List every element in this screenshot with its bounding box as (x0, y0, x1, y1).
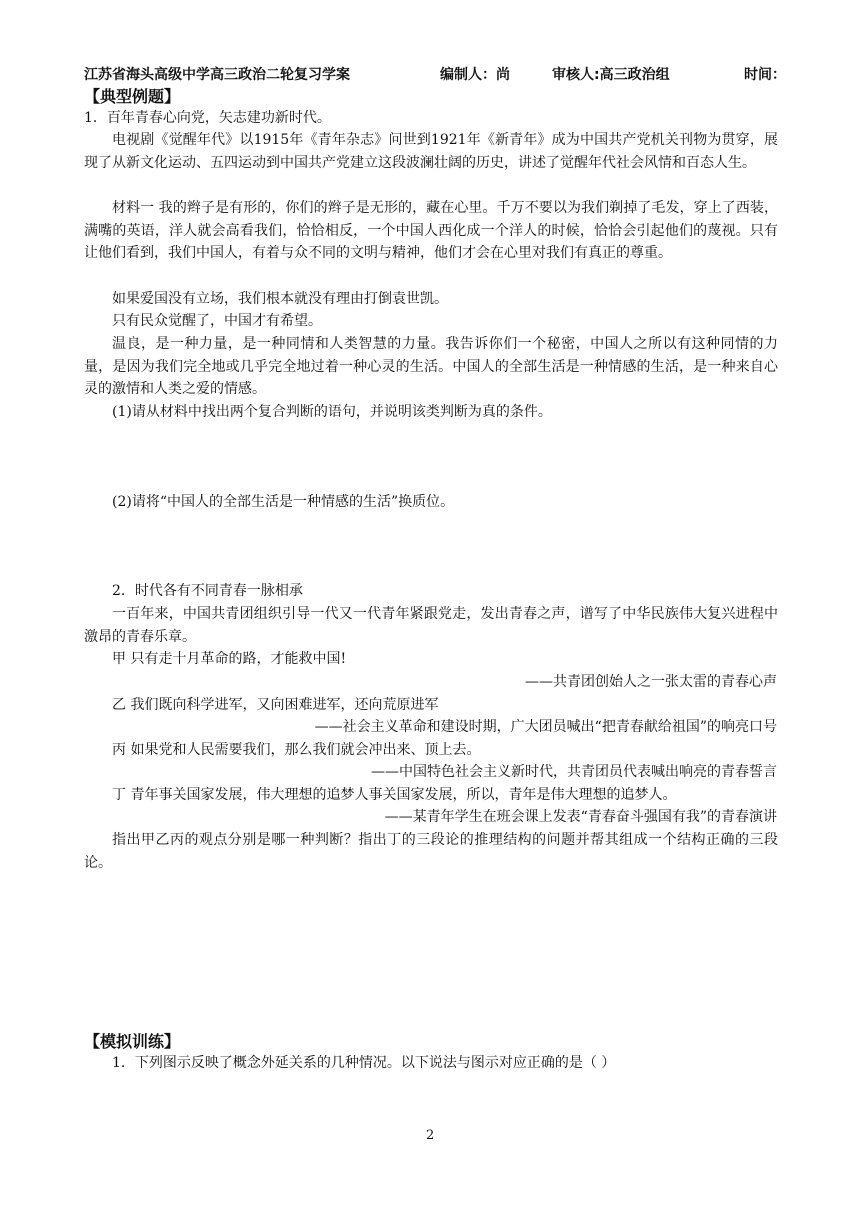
q2-bing: 丙 如果党和人民需要我们，那么我们就会冲出来、顶上去。 (112, 742, 481, 758)
q1-line3: 只有民众觉醒了，中国才有希望。 (112, 313, 322, 329)
q1-material: 材料一 我的辫子是有形的，你们的辫子是无形的，藏在心里。千万不要以为我们剃掉了毛发，穿上了西装，满嘴的英语，洋人就会高看我们，恰恰相反，一个中国人西化成一个洋人的时候，恰恰会引起他们的蔑视。只有让他们看到，我们中国人，有着与众不同的文明与精神，他们才会在心里对我们有真正的尊重。 (84, 200, 778, 261)
header-editor: 编制人：尚 (440, 67, 510, 83)
practice-q1: 1．下列图示反映了概念外延关系的几种情况。以下说法与图示对应正确的是（ ） (112, 1055, 616, 1071)
q2-intro: 一百年来，中国共青团组织引导一代又一代青年紧跟党走，发出青春之声，谱写了中华民族伟大复兴进程中激昂的青春乐章。 (84, 606, 778, 645)
q1-line2: 如果爱国没有立场，我们根本就没有理由打倒袁世凯。 (112, 291, 448, 307)
q1-sub2: (2)请将“中国人的全部生活是一种情感的生活”换质位。 (112, 494, 455, 510)
q2-ding: 丁 青年事关国家发展，伟大理想的追梦人事关国家发展，所以，青年是伟大理想的追梦人。 (112, 787, 677, 803)
q1-sub1: (1)请从材料中找出两个复合判断的语句，并说明该类判断为真的条件。 (112, 404, 552, 420)
header-school: 江苏省海头高级中学高三政治二轮复习学案 (84, 67, 350, 83)
section-title-examples: 【典型例题】 (84, 87, 181, 106)
q2-jia: 甲 只有走十月革命的路，才能救中国! (112, 651, 347, 667)
q2-ding-source: ——某青年学生在班会课上发表“青春奋斗强国有我”的青春演讲 (384, 809, 777, 825)
q2-bing-source: ——中国特色社会主义新时代，共青团员代表喊出响亮的青春誓言 (371, 764, 777, 780)
section-title-practice: 【模拟训练】 (84, 1032, 181, 1051)
q1-line4: 温良，是一种力量，是一种同情和人类智慧的力量。我告诉你们一个秘密，中国人之所以有这种同情的力量，是因为我们完全地或几乎完全地过着一种心灵的生活。中国人的全部生活是一种情感的生活，是一种来自心灵的激情和人类之爱的情感。 (84, 336, 778, 397)
page-number: 2 (426, 1128, 435, 1143)
q1-intro: 电视剧《觉醒年代》以1915年《青年杂志》问世到1921年《新青年》成为中国共产党机关刊物为贯穿，展现了从新文化运动、五四运动到中国共产党建立这段波澜壮阔的历史，讲述了觉醒年代社会风情和百态人生。 (84, 132, 778, 171)
q2-yi-source: ——社会主义革命和建设时期，广大团员喊出“把青春献给祖国”的响亮口号 (314, 719, 777, 735)
q2-yi: 乙 我们既向科学进军，又向困难进军，还向荒原进军 (112, 697, 439, 713)
q2-question: 指出甲乙丙的观点分别是哪一种判断？指出丁的三段论的推理结构的问题并帮其组成一个结构正确的三段论。 (84, 832, 778, 871)
q2-jia-source: ——共青团创始人之一张太雷的青春心声 (525, 674, 777, 690)
header-time: 时间： (744, 67, 786, 83)
q1-heading: 1．百年青春心向党，矢志建功新时代。 (84, 110, 331, 126)
q2-heading: 2．时代各有不同青春一脉相承 (112, 583, 303, 599)
header-reviewer: 审核人:高三政治组 (552, 67, 670, 83)
